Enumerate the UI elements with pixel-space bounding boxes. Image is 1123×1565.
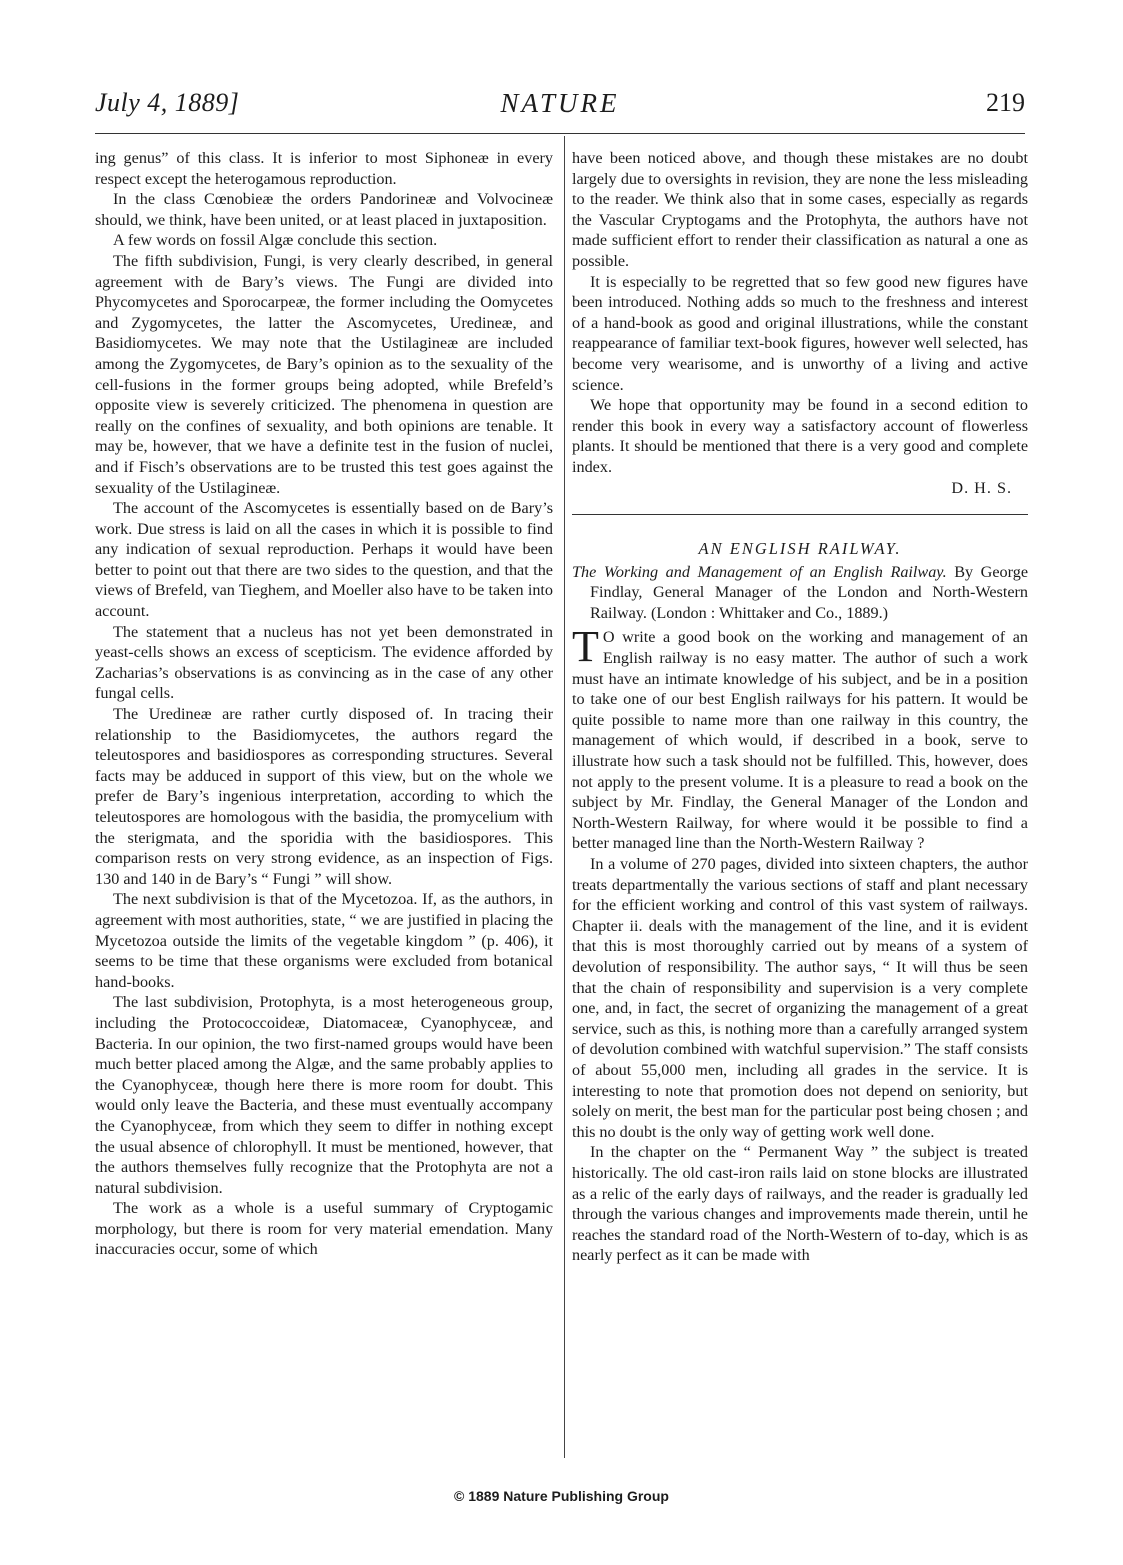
paragraph: The account of the Ascomycetes is essentially based on de Bary’s work. Due stress is laid on all the cases in which it is possible to find any indication of sexual reproduction. Perhaps it would have been better to point out that there are two sides to the question, and that the views of Brefeld, van Tieghem, and Moeller also have to be taken into account. [95, 499, 553, 621]
paragraph [572, 622, 1028, 854]
paragraph: ing genus” of this class. It is inferior to most Siphoneæ in every respect except the heterogamous reproduction. [95, 149, 553, 188]
section-divider [572, 514, 1028, 515]
paragraph-text: O write a good book on the working and management of an English railway is no easy matter. The author of such a work must have an intimate knowledge of his subject, and be in a position to take one of our best English railways for his pattern. It would be quite possible to name more than one railway in this country, the management of which would, if described in a book, serve to illustrate how such a task should not be fulfilled. This, however, does not apply to the present volume. It is a pleasure to read a book on the subject by Mr. Findlay, the General Manager of the London and North-Western Railway, for where would it be possible to find a better managed line than the North-Western Railway ? [572, 628, 1028, 853]
paragraph: It is especially to be regretted that so few good new figures have been introduced. Nothing adds so much to the freshness and interest of a hand-book as good and original illustrations, while the constant reappearance of familiar text-book figures, however well selected, has become very wearisome, and is unworthy of a living and active science. [572, 272, 1028, 394]
paragraph: The next subdivision is that of the Mycetozoa. If, as the authors, in agreement with most authorities, state, “ we are justified in placing the Mycetozoa outside the limits of the vegetable kingdom ” (p. 406), it seems to be time that these organisms were excluded from botanical hand-books. [95, 890, 553, 991]
paragraph: In the chapter on the “ Permanent Way ” the subject is treated historically. The old cast-iron rails laid on stone blocks are illustrated as a relic of the early days of railways, and the reader is gradually led through the various changes and improvements made therein, until he reaches the standard road of the North-Western of to-day, which is as nearly perfect as it can be made with [572, 1143, 1028, 1265]
paragraph: The work as a whole is a useful summary of Cryptogamic morphology, but there is room for very material emendation. Many inaccuracies occur, some of which [95, 1199, 553, 1259]
review-citation [572, 562, 1028, 624]
page-header [95, 88, 1025, 128]
right-column [572, 148, 1028, 1266]
drop-cap: T [572, 622, 599, 672]
column-divider [564, 136, 565, 1458]
paragraph: We hope that opportunity may be found in a second edition to render this book in every way a satisfactory account of flowerless plants. It should be mentioned that there is a very good and complete index. [572, 396, 1028, 476]
page-number: 219 [986, 88, 1025, 117]
paragraph: The last subdivision, Protophyta, is a most heterogeneous group, including the Protococcoideæ, Diatomaceæ, Cyanophyceæ, and Bacteria. In our opinion, the two first-named groups would have been much better placed among the Algæ, and the same probably applies to the Cyanophyceæ, though here there is more room for doubt. This would only leave the Bacteria, and these must eventually accompany the Cyanophyceæ, from which they seem to differ in nothing except the usual absence of chlorophyll. It must be mentioned, however, that the authors themselves fully recognize that the Protophyta are not a natural subdivision. [95, 993, 553, 1197]
paragraph: have been noticed above, and though these mistakes are no doubt largely due to oversights in revision, they are none the less misleading to the reader. We think also that in some cases, especially as regards the Vascular Cryptogams and the Protophyta, the authors have not made sufficient effort to render their classification as natural a one as possible. [572, 149, 1028, 270]
section-title: AN ENGLISH RAILWAY. [698, 539, 902, 559]
copyright-footer: © 1889 Nature Publishing Group [454, 1488, 669, 1504]
paragraph: A few words on fossil Algæ conclude this section. [113, 231, 438, 250]
paragraph: In a volume of 270 pages, divided into sixteen chapters, the author treats departmentally the various sections of staff and plant necessary for the efficient working and control of this vast system of railways. Chapter ii. deals with the management of the line, and it is evident that this is most thoroughly carried out by means of a system of devolution of responsibility. The author says, “ It will thus be seen that the chain of responsibility and supervision is a very complete one, and, in fact, the secret of organizing the management of a great service, such as this, is nothing more than a carefully arranged system of devolution combined with watchful supervision.” The staff consists of about 55,000 men, including all grades in the service. It is interesting to note that promotion does not depend on seniority, but solely on merit, the best man for the particular post being chosen ; and this no doubt is the only way of getting work well done. [572, 855, 1028, 1141]
paragraph: The Uredineæ are rather curtly disposed of. In tracing their relationship to the Basidiomycetes, the authors regard the teleutospores and basidiospores as corresponding structures. Several facts may be adduced in support of this view, but on the whole we prefer de Bary’s ingenious interpretation, according to which the teleutospores are homologous with the basidia, the promycelium with the sterigmata, and the sporidia with the basidiospores. This comparison rests on very strong evidence, as an inspection of Figs. 130 and 140 in de Bary’s “ Fungi ” will show. [95, 705, 553, 888]
review-signature: D. H. S. [951, 478, 1012, 497]
header-rule [95, 133, 1025, 134]
journal-title: NATURE [500, 88, 620, 118]
paragraph: The statement that a nucleus has not yet been demonstrated in yeast-cells shows an excess of scepticism. The evidence afforded by Zacharias’s observations is as convincing as in the case of any other fungal cells. [95, 622, 553, 703]
left-column [95, 148, 553, 1260]
header-date: July 4, 1889] [95, 88, 240, 117]
paragraph: In the class Cœnobieæ the orders Pandorineæ and Volvocineæ should, we think, have been united, or at least placed in juxtaposition. [95, 190, 553, 229]
paragraph: The fifth subdivision, Fungi, is very clearly described, in general agreement with de Bary’s views. The Fungi are divided into Phycomycetes and Sporocarpeæ, the former including the Oomycetes and Zygomycetes, the latter the Ascomycetes, Uredineæ, and Basidiomycetes. We may note that the Ustilagineæ are included among the Zygomycetes, de Bary’s opinion as to the sexuality of the cell-fusions in the former groups being adopted, while Brefeld’s opposite view is severely criticized. The phenomena in question are really on the confines of sexuality, and both opinions are tenable. It may be, however, that we have a definite test in the fusion of nuclei, and if Fisch’s observations are to be trusted this test goes against the sexuality of the Ustilagineæ. [95, 251, 553, 497]
review-book-details: By George Findlay, General Manager of the London and North-Western Railway. (London : Whittaker and Co., 1889.) [590, 562, 1029, 622]
review-book-title: The Working and Management of an English Railway. [572, 562, 947, 581]
